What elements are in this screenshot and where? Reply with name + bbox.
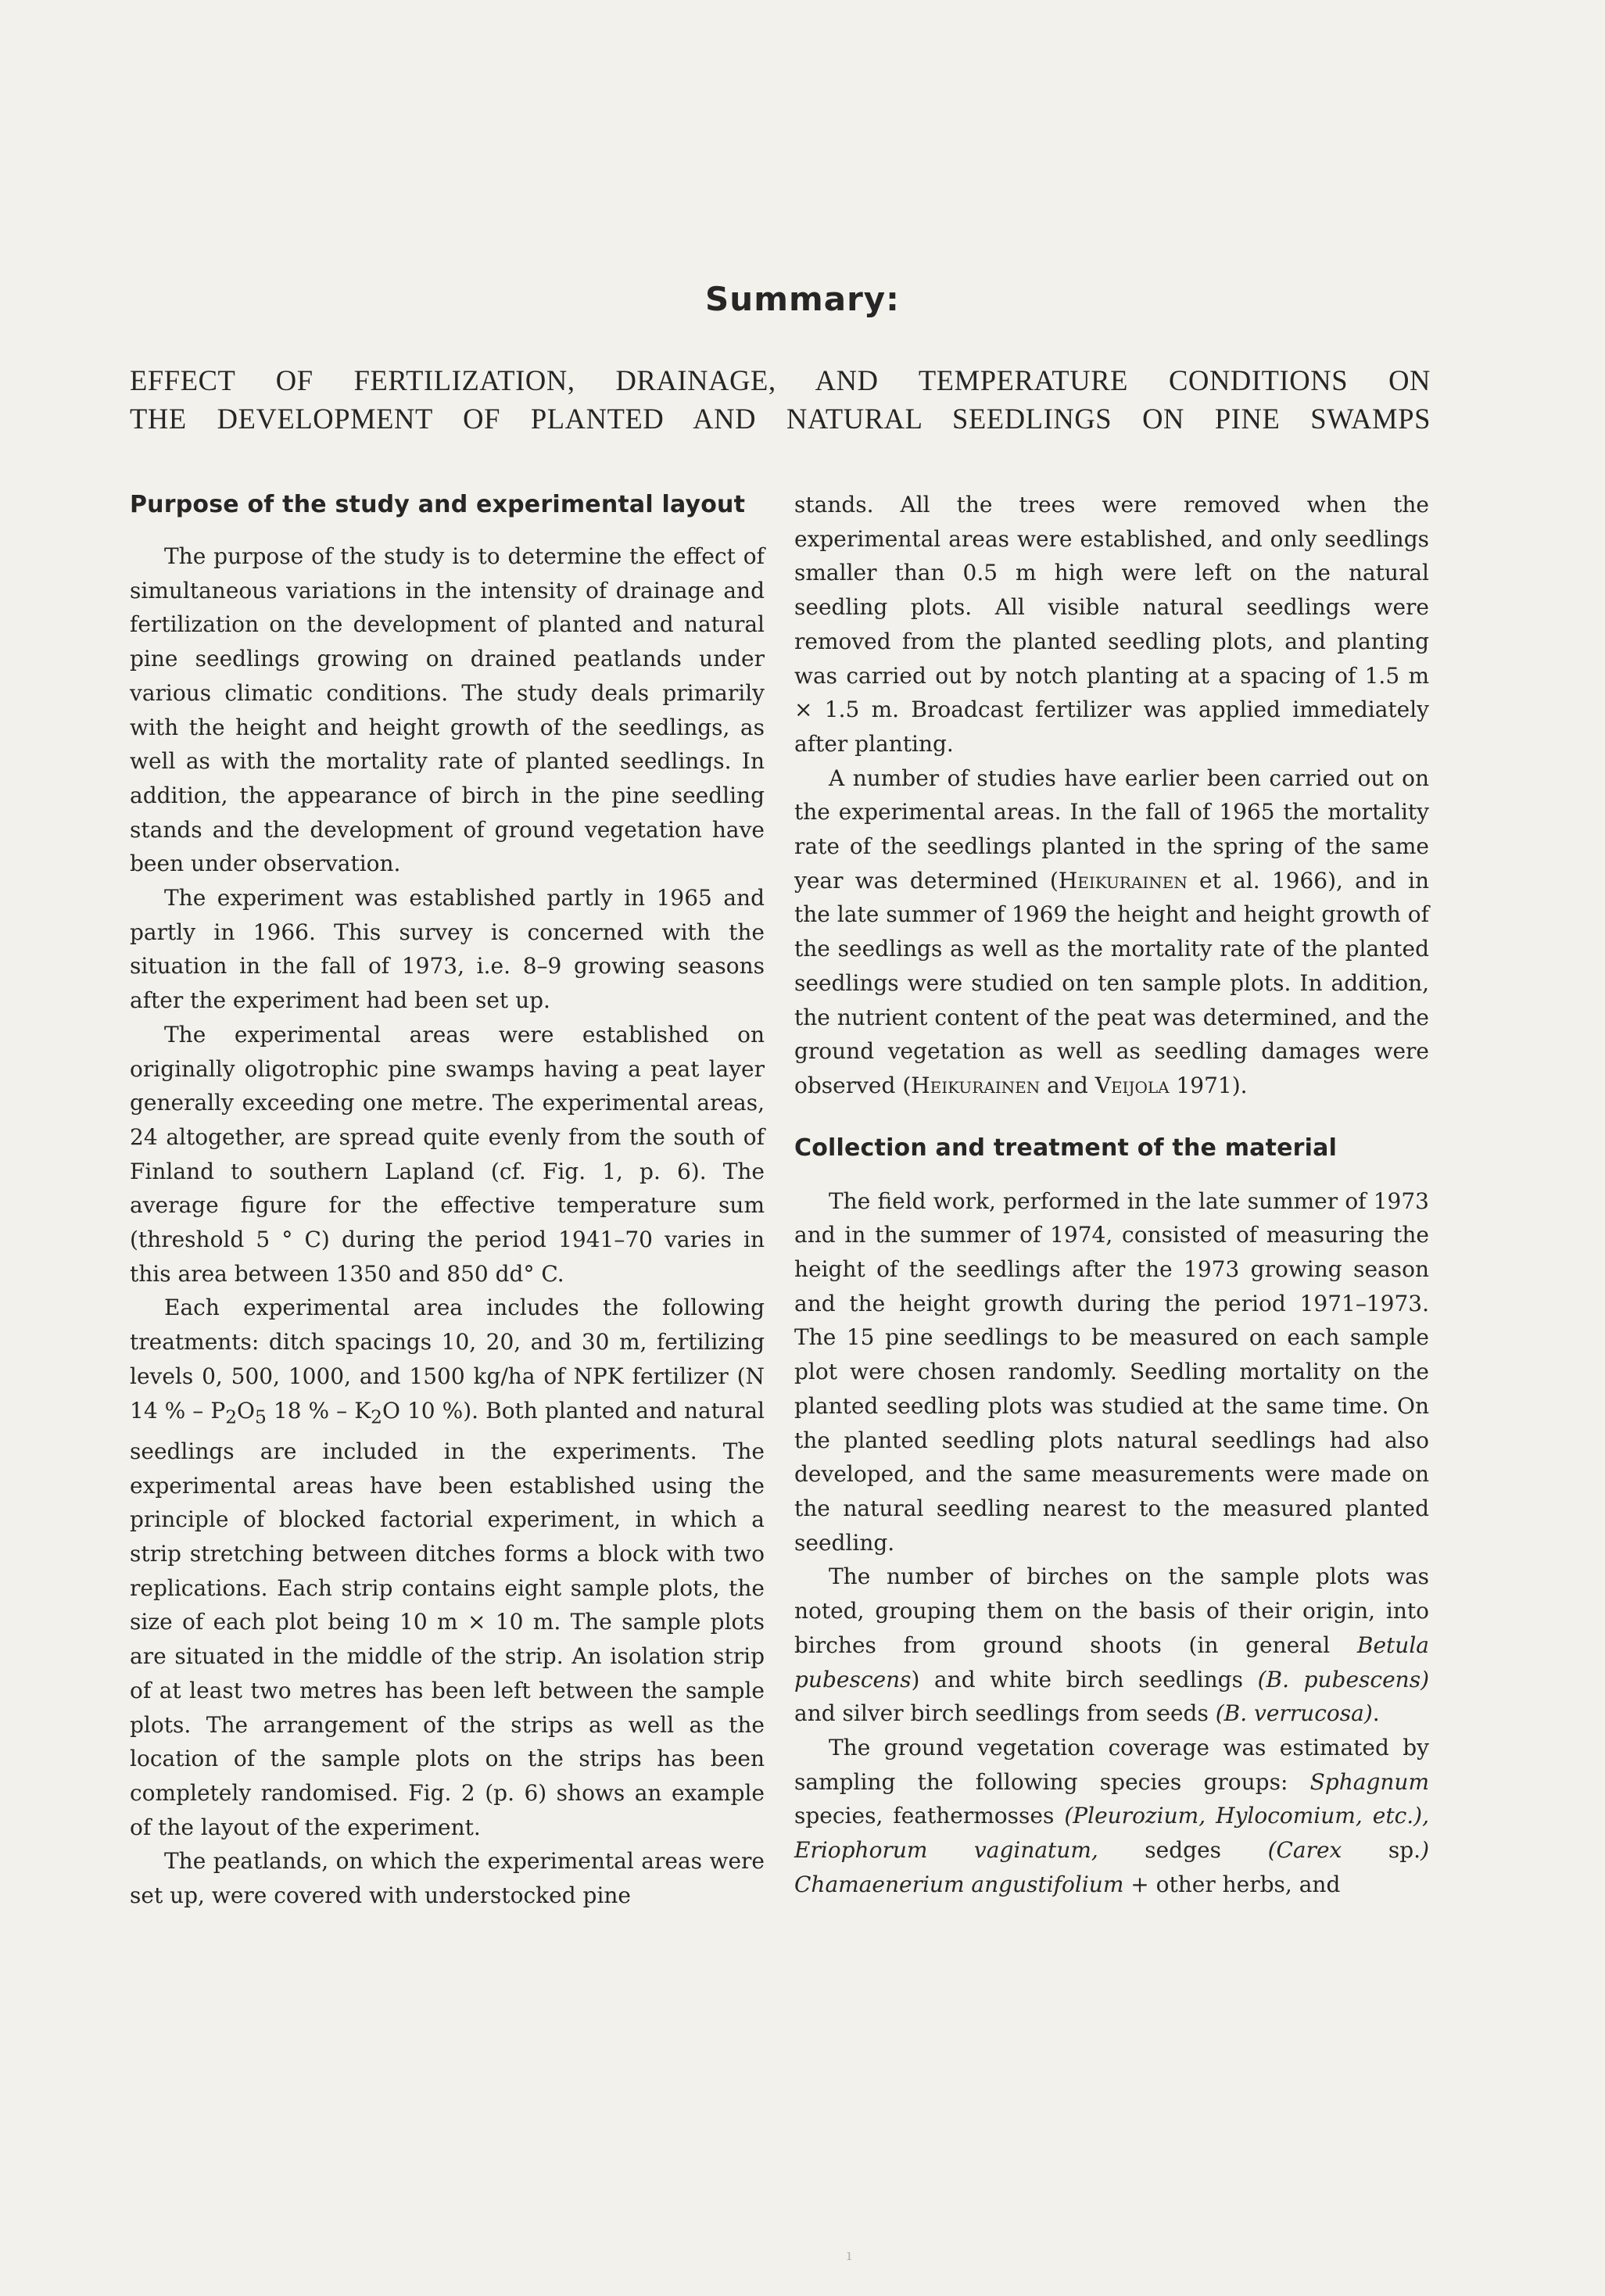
right-column bbox=[794, 488, 1429, 1901]
page-mark: ı bbox=[847, 2245, 852, 2264]
paragraph: A number of studies have earlier been carried out on the experimental areas. In the fall of 1965 the mortality rate of the seedlings planted in the spring of the same year was determined (Heikurainen et al. 1966), and in the late summer of 1969 the height and height growth of the seedlings as well as the mortality rate of the planted seedlings were studied on ten sample plots. In addition, the nutrient content of the peat was determined, and the ground vegetation as well as seedling damages were observed (Heikurainen and Veijola 1971). bbox=[794, 765, 1430, 1098]
summary-label: Summary: bbox=[705, 280, 900, 318]
paragraph: stands. All the trees were removed when the experimental areas were established, and only seedlings smaller than 0.5 m high were left on the natural seedling plots. All visible natural seedlings were removed from the planted seedling plots, and planting was carried out by notch planting at a spacing of 1.5 m × 1.5 m. Broadcast fertilizer was applied immediately after planting. bbox=[794, 492, 1429, 757]
paragraph: Each experimental area includes the following treatments: ditch spacings 10, 20, and 30 m, fertilizing levels 0, 500, 1000, and 1500 kg/ha of NPK fertilizer (N 14 % – $P_2O_5$ 18 % – $K_2O$ 10 %). Both planted and natural seedlings are included in the experiments. The experimental areas have been established using the principle of blocked factorial experiment, in which a strip stretching between ditches forms a block with two replications. Each strip contains eight sample plots, the size of each plot being 10 m × 10 m. The sample plots are situated in the middle of the strip. An isolation strip of at least two metres has been left between the sample plots. The arrangement of the strips as well as the location of the sample plots on the strips has been completely randomised. Fig. 2 (p. 6) shows an example of the layout of the experiment. bbox=[130, 1295, 765, 1840]
section-heading-collection: Collection and treatment of the material bbox=[794, 1134, 1338, 1162]
section-heading-purpose: Purpose of the study and experimental layout bbox=[130, 491, 746, 518]
paragraph: The field work, performed in the late summer of 1973 and in the summer of 1974, consisted of measuring the height of the seedlings after the 1973 growing season and the height growth during the period 1971–1973. The 15 pine seedlings to be measured on each sample plot were chosen randomly. Seedling mortality on the planted seedling plots was studied at the same time. On the planted seedling plots natural seedlings had also developed, and the same measurements were made on the natural seedling nearest to the measured planted seedling. bbox=[794, 1187, 1429, 1556]
paragraph: The number of birches on the sample plots was noted, grouping them on the basis of their origin, into birches from ground shoots (in general Betula pubescens) and white birch seedlings (B. pubescens) and silver birch seedlings from seeds (B. verrucosa). bbox=[794, 1564, 1429, 1727]
paragraph: The experiment was established partly in 1965 and partly in 1966. This survey is concerned with the situation in the fall of 1973, i.e. 8–9 growing seasons after the experiment had been set up. bbox=[130, 885, 765, 1014]
paragraph: The ground vegetation coverage was estimated by sampling the following species groups: Sphagnum species, feathermosses (Pleurozium, Hylocomium, etc.), Eriophorum vaginatum, sedges (Carex sp.) Chamaenerium angustifolium + other herbs, and bbox=[794, 1734, 1430, 1897]
left-column bbox=[130, 488, 765, 1913]
title-line-1: EFFECT OF FERTILIZATION, DRAINAGE, AND TEMPERATURE CONDITIONS ON bbox=[130, 364, 1431, 396]
title-line-2: THE DEVELOPMENT OF PLANTED AND NATURAL SEEDLINGS ON PINE SWAMPS bbox=[130, 403, 1431, 435]
article-title bbox=[130, 361, 1431, 438]
paragraph: The peatlands, on which the experimental areas were set up, were covered with understocked pine bbox=[130, 1848, 765, 1909]
paragraph: The experimental areas were established on originally oligotrophic pine swamps having a peat layer generally exceeding one metre. The experimental areas, 24 altogether, are spread quite evenly from the south of Finland to southern Lapland (cf. Fig. 1, p. 6). The average figure for the effective temperature sum (threshold 5 ° C) during the period 1941–70 varies in this area between 1350 and 850 dd° C. bbox=[130, 1021, 765, 1287]
paragraph: The purpose of the study is to determine the effect of simultaneous variations in the intensity of drainage and fertilization on the development of planted and natural pine seedlings growing on drained peatlands under various climatic conditions. The study deals primarily with the height and height growth of the seedlings, as well as with the mortality rate of planted seedlings. In addition, the appearance of birch in the pine seedling stands and the development of ground vegetation have been under observation. bbox=[130, 543, 765, 877]
